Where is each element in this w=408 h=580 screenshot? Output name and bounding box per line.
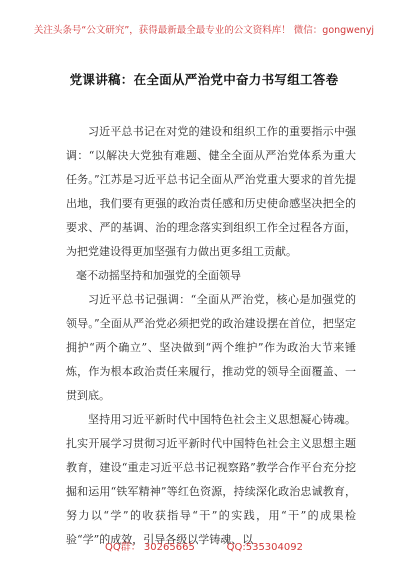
section-heading: 毫不动摇坚持和加强党的全面领导 [76, 269, 241, 282]
document-body [66, 120, 356, 552]
paragraph: 习近平总书记强调：“全面从严治党，核心是加强党的领导。”全面从严治党必须把党的政治建设摆在首位，把坚定拥护“两个确立”、坚决做到“两个维护”作为政治大节来锤炼，作为根本政治责任来履行，推动党的领导全面覆盖、一贯到底。 [66, 293, 356, 402]
document-title: 党课讲稿：在全面从严治党中奋力书写组工答卷 [69, 72, 339, 87]
footer-contact: QQ群： 30265665 QQ:535304092 [105, 542, 303, 553]
header-note: 关注头条号“公文研究”，获得最新最全最专业的公文资料库！ 微信：gongwenyj [33, 25, 375, 36]
paragraph: 习近平总书记在对党的建设和组织工作的重要指示中强调：“以解决大党独有难题、健全全面从严治党体系为重大任务。”江苏是习近平总书记全面从严治党重大要求的首先提出地，我们要有更强的政治责任感和历史使命感坚决把全的要求、严的基调、治的理念落实到组织工作全过程各方面，为把党建设得更加坚强有力做出更多组工贡献。 [66, 125, 356, 258]
paragraph: 坚持用习近平新时代中国特色社会主义思想凝心铸魂。扎实开展学习贯彻习近平新时代中国特色社会主义思想主题教育，建设“重走习近平总书记视察路”教学合作平台充分挖掘和运用“铁军精神”等红色资源，持续深化政治忠诚教育，努力以“学”的收获指导“干”的实践，用“干”的成果检验“学”的成效，引导各级以学铸魂、以 [66, 413, 356, 546]
